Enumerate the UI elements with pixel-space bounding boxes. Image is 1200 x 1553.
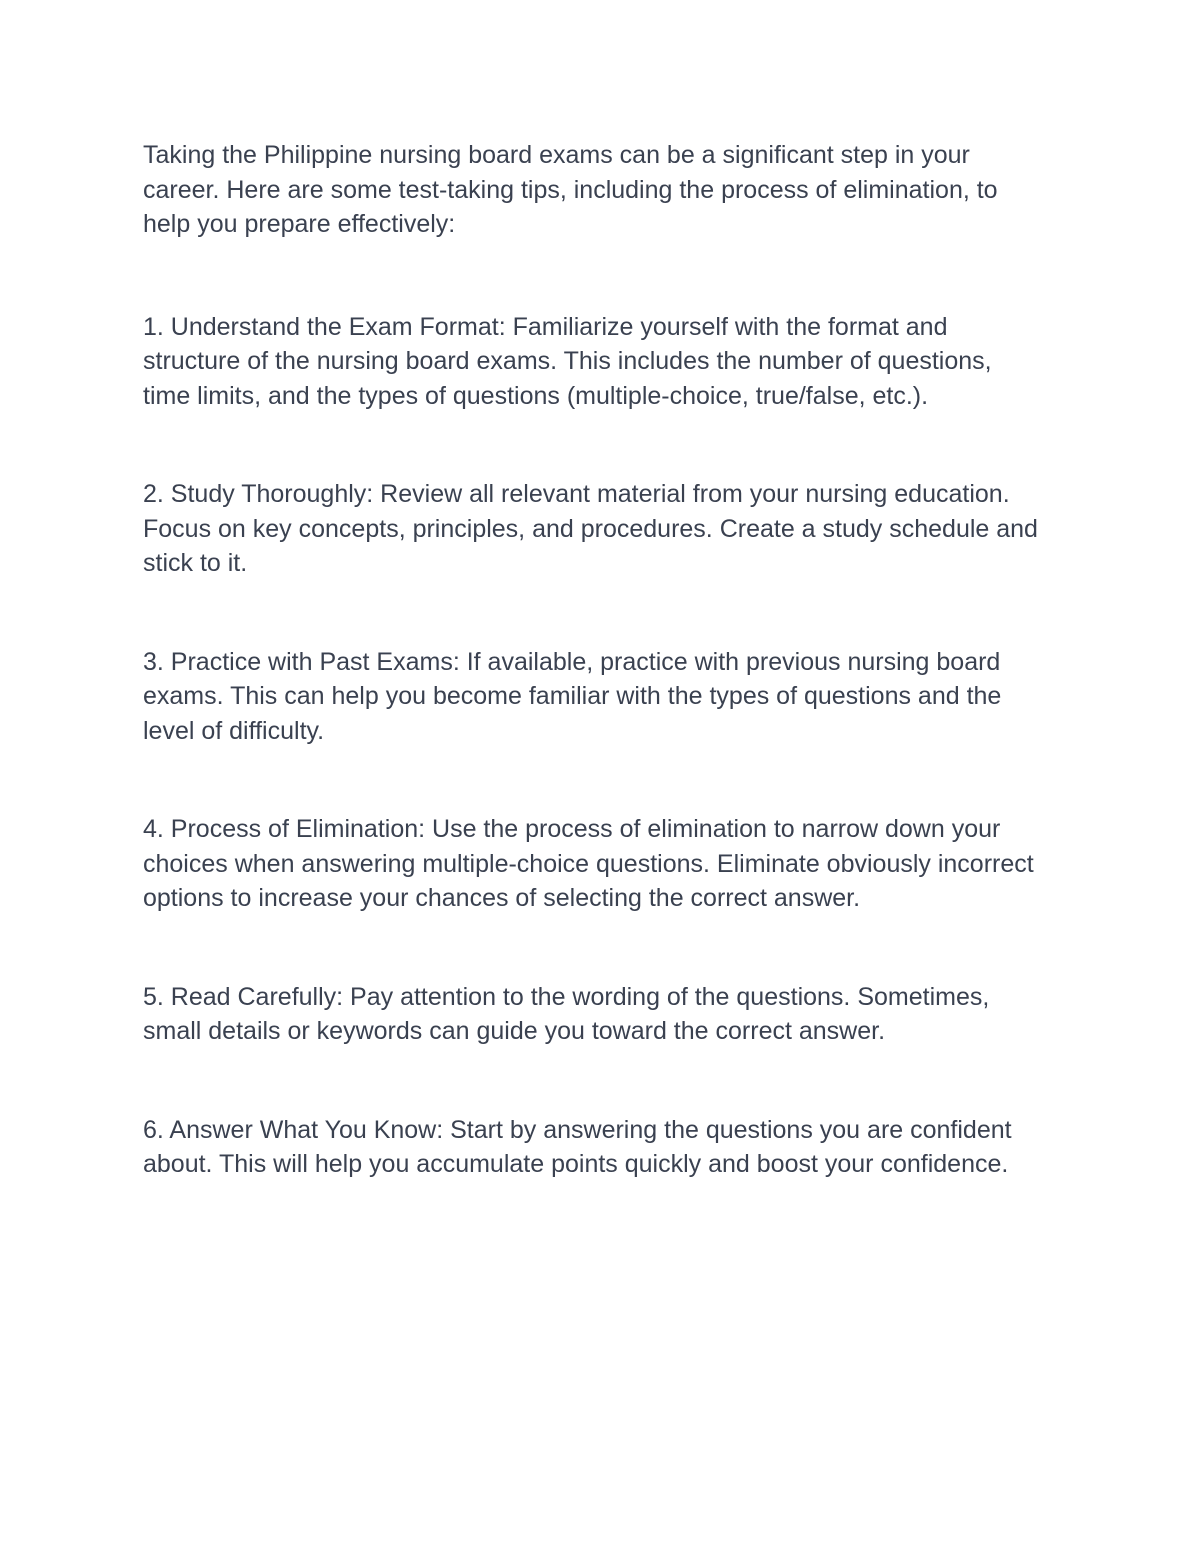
tip-paragraph-1: 1. Understand the Exam Format: Familiarize yourself with the format and structure of the nursing board exams. This includes the number of questions, time limits, and the types of questions (multiple-choice, true/false, etc.).: [143, 312, 992, 410]
tip-paragraph-4: 4. Process of Elimination: Use the process of elimination to narrow down your choices when answering multiple-choice questions. Eliminate obviously incorrect options to increase your chances of selecting the correct answer.: [143, 815, 1034, 912]
document-body: [143, 138, 1043, 1246]
tip-paragraph-2: 2. Study Thoroughly: Review all relevant material from your nursing education. Focus on key concepts, principles, and procedures. Create a study schedule and stick to it.: [143, 480, 1038, 577]
intro-paragraph: Taking the Philippine nursing board exams can be a significant step in your career. Here are some test-taking tips, including the process of elimination, to help you prepare effectively:: [143, 141, 998, 238]
tip-paragraph-6: 6. Answer What You Know: Start by answering the questions you are confident about. This will help you accumulate points quickly and boost your confidence.: [143, 1115, 1012, 1178]
tip-paragraph-5: 5. Read Carefully: Pay attention to the wording of the questions. Sometimes, small details or keywords can guide you toward the correct answer.: [143, 982, 990, 1045]
tip-paragraph-3: 3. Practice with Past Exams: If available, practice with previous nursing board exams. This can help you become familiar with the types of questions and the level of difficulty.: [143, 647, 1002, 745]
